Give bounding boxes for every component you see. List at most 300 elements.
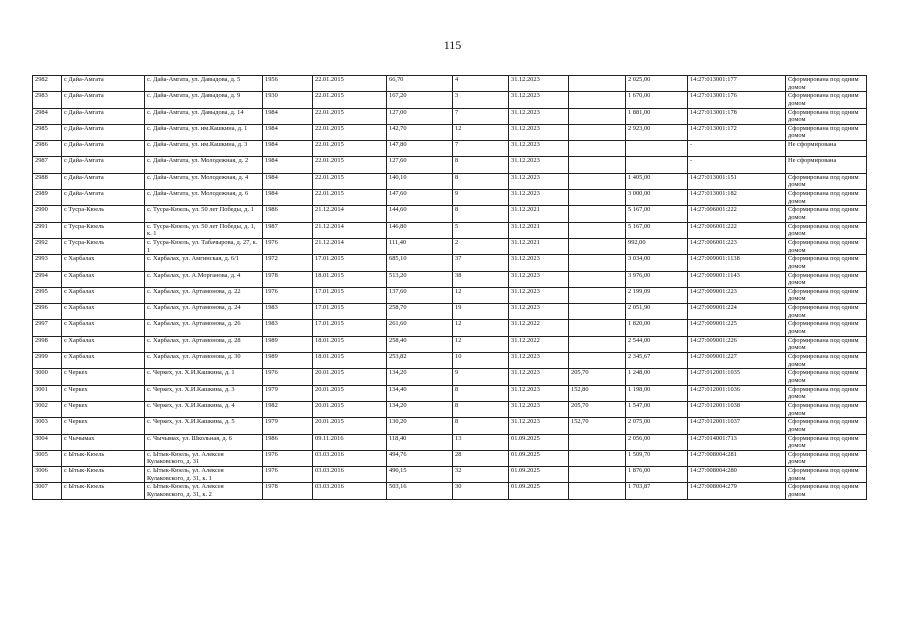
row-number-cell: 2990 (33, 206, 62, 222)
area-cell: 134,20 (387, 369, 453, 385)
row-number-cell: 2987 (33, 157, 62, 173)
row-number-cell: 2986 (33, 141, 62, 157)
land-area-cell: 1 670,00 (626, 92, 688, 108)
address-cell: с. Чычымах, ул. Школьная, д. 6 (145, 434, 263, 450)
cadastral-number-cell: 14:27:009001:1143 (688, 271, 786, 287)
residents-cell: 3 (453, 92, 509, 108)
area-cell: 66,70 (387, 76, 453, 92)
table-row (33, 206, 867, 222)
row-number-cell: 2988 (33, 173, 62, 189)
deadline-cell: 31.12.2023 (509, 385, 569, 401)
land-area-cell: 1 509,70 (626, 450, 688, 466)
area-cell: 147,60 (387, 190, 453, 206)
residents-cell: 9 (453, 190, 509, 206)
settlement-cell: с Дайа-Амгата (62, 173, 145, 189)
land-status-cell: Сформирована под одним домом (786, 222, 867, 238)
inclusion-date-cell: 17.01.2015 (313, 320, 387, 336)
year-built-cell: 1986 (263, 434, 313, 450)
land-area-cell: 2 075,00 (626, 418, 688, 434)
land-status-cell: Сформирована под одним домом (786, 418, 867, 434)
row-number-cell: 2983 (33, 92, 62, 108)
area-extra-cell (569, 141, 626, 157)
land-status-cell: Сформирована под одним домом (786, 271, 867, 287)
area-cell: 127,60 (387, 157, 453, 173)
residents-cell: 37 (453, 255, 509, 271)
deadline-cell: 31.12.2023 (509, 76, 569, 92)
area-cell: 142,70 (387, 124, 453, 140)
land-status-cell: Сформирована под одним домом (786, 173, 867, 189)
cadastral-number-cell: 14:27:006001:223 (688, 238, 786, 254)
land-area-cell: 1 881,00 (626, 108, 688, 124)
deadline-cell: 31.12.2023 (509, 401, 569, 417)
inclusion-date-cell: 03.03.2016 (313, 450, 387, 466)
land-status-cell: Не сформирована (786, 141, 867, 157)
cadastral-number-cell: 14:27:008004:279 (688, 483, 786, 499)
area-cell: 494,76 (387, 450, 453, 466)
cadastral-number-cell: 14:27:013001:176 (688, 92, 786, 108)
inclusion-date-cell: 20.01.2015 (313, 385, 387, 401)
settlement-cell: с Харбалах (62, 304, 145, 320)
inclusion-date-cell: 20.01.2015 (313, 369, 387, 385)
deadline-cell: 31.12.2021 (509, 206, 569, 222)
address-cell: с. Харбалах, ул. Артамонова, д. 22 (145, 287, 263, 303)
land-status-cell: Сформирована под одним домом (786, 255, 867, 271)
land-area-cell: 1 876,00 (626, 467, 688, 483)
land-status-cell: Сформирована под одним домом (786, 401, 867, 417)
residents-cell: 28 (453, 450, 509, 466)
row-number-cell: 3003 (33, 418, 62, 434)
area-extra-cell (569, 320, 626, 336)
settlement-cell: с Дайа-Амгата (62, 124, 145, 140)
area-extra-cell: 152,80 (569, 385, 626, 401)
settlement-cell: с Ытык-Кюель (62, 450, 145, 466)
address-cell: с. Черкех, ул. Х.И.Кашкина, д. 3 (145, 385, 263, 401)
address-cell: с. Дайа-Амгата, ул. Давыдова, д. 9 (145, 92, 263, 108)
settlement-cell: с Дайа-Амгата (62, 190, 145, 206)
cadastral-number-cell: 14:27:012001:1038 (688, 401, 786, 417)
land-area-cell (626, 157, 688, 173)
table-row (33, 238, 867, 254)
cadastral-number-cell: 14:27:009001:224 (688, 304, 786, 320)
deadline-cell: 31.12.2023 (509, 255, 569, 271)
deadline-cell: 01.09.2025 (509, 467, 569, 483)
year-built-cell: 1984 (263, 157, 313, 173)
land-area-cell: 2 345,67 (626, 353, 688, 369)
area-cell: 140,10 (387, 173, 453, 189)
housing-registry-table (32, 75, 867, 500)
deadline-cell: 31.12.2021 (509, 222, 569, 238)
address-cell: с. Харбалах, ул. Артамонова, д. 30 (145, 353, 263, 369)
residents-cell: 8 (453, 206, 509, 222)
year-built-cell: 1984 (263, 141, 313, 157)
land-area-cell: 992,00 (626, 238, 688, 254)
table-row (33, 483, 867, 499)
year-built-cell: 1972 (263, 255, 313, 271)
address-cell: с. Дайа-Амгата, ул. Давыдова, д. 5 (145, 76, 263, 92)
land-area-cell (626, 141, 688, 157)
row-number-cell: 2998 (33, 336, 62, 352)
area-extra-cell (569, 157, 626, 173)
year-built-cell: 1986 (263, 206, 313, 222)
land-status-cell: Сформирована под одним домом (786, 206, 867, 222)
table-row (33, 304, 867, 320)
land-area-cell: 1 198,00 (626, 385, 688, 401)
cadastral-number-cell: 14:27:012001:1037 (688, 418, 786, 434)
area-extra-cell (569, 336, 626, 352)
land-area-cell: 2 056,00 (626, 434, 688, 450)
row-number-cell: 2999 (33, 353, 62, 369)
land-area-cell: 2 544,00 (626, 336, 688, 352)
deadline-cell: 31.12.2023 (509, 287, 569, 303)
table-row (33, 271, 867, 287)
cadastral-number-cell: 14:27:009001:223 (688, 287, 786, 303)
cadastral-number-cell: 14:27:009001:1138 (688, 255, 786, 271)
residents-cell: 7 (453, 108, 509, 124)
inclusion-date-cell: 18.01.2015 (313, 353, 387, 369)
land-area-cell: 2 923,00 (626, 124, 688, 140)
page-number: 115 (443, 38, 462, 52)
area-extra-cell (569, 76, 626, 92)
year-built-cell: 1976 (263, 369, 313, 385)
inclusion-date-cell: 22.01.2015 (313, 173, 387, 189)
inclusion-date-cell: 21.12.2014 (313, 222, 387, 238)
row-number-cell: 3002 (33, 401, 62, 417)
land-status-cell: Сформирована под одним домом (786, 190, 867, 206)
area-cell: 111,40 (387, 238, 453, 254)
inclusion-date-cell: 03.03.2016 (313, 467, 387, 483)
inclusion-date-cell: 21.12.2014 (313, 238, 387, 254)
settlement-cell: с Харбалах (62, 320, 145, 336)
row-number-cell: 2991 (33, 222, 62, 238)
address-cell: с. Ытык-Кюель, ул. Алексея Кулаковского, д. 31 (145, 450, 263, 466)
year-built-cell: 1976 (263, 287, 313, 303)
deadline-cell: 31.12.2023 (509, 157, 569, 173)
inclusion-date-cell: 17.01.2015 (313, 287, 387, 303)
inclusion-date-cell: 21.12.2014 (313, 206, 387, 222)
cadastral-number-cell: 14:27:013001:178 (688, 108, 786, 124)
settlement-cell: с Черкех (62, 418, 145, 434)
residents-cell: 8 (453, 385, 509, 401)
year-built-cell: 1976 (263, 450, 313, 466)
table-row (33, 336, 867, 352)
year-built-cell: 1979 (263, 418, 313, 434)
settlement-cell: с Дайа-Амгата (62, 92, 145, 108)
area-extra-cell (569, 206, 626, 222)
area-extra-cell (569, 190, 626, 206)
settlement-cell: с Черкех (62, 385, 145, 401)
row-number-cell: 2982 (33, 76, 62, 92)
table-row (33, 467, 867, 483)
cadastral-number-cell: 14:27:009001:226 (688, 336, 786, 352)
table-row (33, 450, 867, 466)
land-status-cell: Сформирована под одним домом (786, 92, 867, 108)
year-built-cell: 1976 (263, 238, 313, 254)
deadline-cell: 31.12.2023 (509, 173, 569, 189)
area-cell: 147,80 (387, 141, 453, 157)
area-extra-cell: 205,70 (569, 369, 626, 385)
deadline-cell: 31.12.2023 (509, 353, 569, 369)
area-extra-cell (569, 467, 626, 483)
land-area-cell: 3 976,00 (626, 271, 688, 287)
area-extra-cell (569, 173, 626, 189)
address-cell: с. Черкех, ул. Х.И.Кашкина, д. 5 (145, 418, 263, 434)
row-number-cell: 2993 (33, 255, 62, 271)
settlement-cell: с Тусра-Кюель (62, 222, 145, 238)
land-status-cell: Сформирована под одним домом (786, 369, 867, 385)
residents-cell: 12 (453, 336, 509, 352)
table-row (33, 369, 867, 385)
land-status-cell: Сформирована под одним домом (786, 320, 867, 336)
address-cell: с. Тусра-Кюель, ул. Табачырова, д. 27, к. 1 (145, 238, 263, 254)
area-cell: 258,40 (387, 336, 453, 352)
land-area-cell: 3 034,00 (626, 255, 688, 271)
area-cell: 137,60 (387, 287, 453, 303)
year-built-cell: 1983 (263, 304, 313, 320)
address-cell: с. Тусра-Кюель, ул. 50 лет Победы, д. 1 (145, 206, 263, 222)
year-built-cell: 1978 (263, 271, 313, 287)
area-cell: 127,00 (387, 108, 453, 124)
residents-cell: 9 (453, 369, 509, 385)
land-status-cell: Сформирована под одним домом (786, 304, 867, 320)
area-extra-cell (569, 271, 626, 287)
residents-cell: 8 (453, 173, 509, 189)
deadline-cell: 31.12.2023 (509, 92, 569, 108)
residents-cell: 12 (453, 124, 509, 140)
row-number-cell: 2984 (33, 108, 62, 124)
inclusion-date-cell: 18.01.2015 (313, 336, 387, 352)
residents-cell: 4 (453, 76, 509, 92)
row-number-cell: 3006 (33, 467, 62, 483)
land-status-cell: Сформирована под одним домом (786, 483, 867, 499)
cadastral-number-cell: 14:27:012001:1036 (688, 385, 786, 401)
area-cell: 261,60 (387, 320, 453, 336)
year-built-cell: 1987 (263, 222, 313, 238)
year-built-cell: 1976 (263, 467, 313, 483)
land-status-cell: Сформирована под одним домом (786, 353, 867, 369)
inclusion-date-cell: 09.11.2016 (313, 434, 387, 450)
settlement-cell: с Дайа-Амгата (62, 108, 145, 124)
area-cell: 134,40 (387, 385, 453, 401)
land-status-cell: Не сформирована (786, 157, 867, 173)
land-status-cell: Сформирована под одним домом (786, 108, 867, 124)
cadastral-number-cell: 14:27:009001:225 (688, 320, 786, 336)
settlement-cell: с Черкех (62, 401, 145, 417)
table-row (33, 76, 867, 92)
deadline-cell: 31.12.2021 (509, 238, 569, 254)
area-cell: 503,16 (387, 483, 453, 499)
settlement-cell: с Харбалах (62, 271, 145, 287)
row-number-cell: 2994 (33, 271, 62, 287)
area-cell: 253,82 (387, 353, 453, 369)
area-cell: 130,20 (387, 418, 453, 434)
year-built-cell: 1930 (263, 92, 313, 108)
inclusion-date-cell: 22.01.2015 (313, 190, 387, 206)
area-extra-cell (569, 124, 626, 140)
inclusion-date-cell: 22.01.2015 (313, 76, 387, 92)
area-cell: 167,20 (387, 92, 453, 108)
residents-cell: 2 (453, 238, 509, 254)
land-area-cell: 3 000,00 (626, 190, 688, 206)
land-area-cell: 1 248,00 (626, 369, 688, 385)
area-extra-cell: 205,70 (569, 401, 626, 417)
year-built-cell: 1984 (263, 173, 313, 189)
settlement-cell: с Дайа-Амгата (62, 76, 145, 92)
row-number-cell: 2995 (33, 287, 62, 303)
land-area-cell: 2 051,90 (626, 304, 688, 320)
residents-cell: 12 (453, 320, 509, 336)
settlement-cell: с Ытык-Кюель (62, 467, 145, 483)
residents-cell: 8 (453, 418, 509, 434)
address-cell: с. Черкех, ул. Х.И.Кашкина, д. 1 (145, 369, 263, 385)
area-extra-cell (569, 222, 626, 238)
table-row (33, 385, 867, 401)
residents-cell: 8 (453, 157, 509, 173)
land-status-cell: Сформирована под одним домом (786, 124, 867, 140)
address-cell: с. Харбалах, ул. Артамонова, д. 24 (145, 304, 263, 320)
year-built-cell: 1984 (263, 108, 313, 124)
land-status-cell: Сформирована под одним домом (786, 238, 867, 254)
inclusion-date-cell: 18.01.2015 (313, 271, 387, 287)
cadastral-number-cell: 14:27:006001:222 (688, 206, 786, 222)
year-built-cell: 1983 (263, 320, 313, 336)
land-status-cell: Сформирована под одним домом (786, 336, 867, 352)
deadline-cell: 31.12.2022 (509, 320, 569, 336)
area-extra-cell (569, 304, 626, 320)
year-built-cell: 1989 (263, 353, 313, 369)
table-row (33, 222, 867, 238)
table-row (33, 157, 867, 173)
address-cell: с. Харбалах, ул. Амгинская, д. 6/1 (145, 255, 263, 271)
table-row (33, 418, 867, 434)
address-cell: с. Ытык-Кюель, ул. Алексея Кулаковского, д. 31, к. 1 (145, 467, 263, 483)
table-row (33, 173, 867, 189)
row-number-cell: 2989 (33, 190, 62, 206)
year-built-cell: 1982 (263, 401, 313, 417)
residents-cell: 8 (453, 401, 509, 417)
table-row (33, 287, 867, 303)
deadline-cell: 31.12.2023 (509, 124, 569, 140)
deadline-cell: 31.12.2023 (509, 418, 569, 434)
land-status-cell: Сформирована под одним домом (786, 76, 867, 92)
table-row (33, 141, 867, 157)
area-extra-cell (569, 450, 626, 466)
row-number-cell: 2997 (33, 320, 62, 336)
table-row (33, 190, 867, 206)
area-extra-cell (569, 353, 626, 369)
settlement-cell: с Харбалах (62, 336, 145, 352)
settlement-cell: с Дайа-Амгата (62, 157, 145, 173)
settlement-cell: с Тусра-Кюель (62, 206, 145, 222)
area-cell: 685,10 (387, 255, 453, 271)
address-cell: с. Харбалах, ул. Артамонова, д. 28 (145, 336, 263, 352)
residents-cell: 13 (453, 434, 509, 450)
area-extra-cell (569, 483, 626, 499)
year-built-cell: 1978 (263, 483, 313, 499)
table-row (33, 108, 867, 124)
deadline-cell: 31.12.2023 (509, 369, 569, 385)
row-number-cell: 2996 (33, 304, 62, 320)
settlement-cell: с Ытык-Кюель (62, 483, 145, 499)
registry-body (33, 76, 867, 500)
table-row (33, 320, 867, 336)
residents-cell: 19 (453, 304, 509, 320)
land-status-cell: Сформирована под одним домом (786, 385, 867, 401)
year-built-cell: 1984 (263, 190, 313, 206)
inclusion-date-cell: 03.03.2016 (313, 483, 387, 499)
land-area-cell: 5 167,00 (626, 222, 688, 238)
cadastral-number-cell: 14:27:008004:281 (688, 450, 786, 466)
inclusion-date-cell: 22.01.2015 (313, 108, 387, 124)
area-cell: 490,15 (387, 467, 453, 483)
cadastral-number-cell: - (688, 157, 786, 173)
year-built-cell: 1956 (263, 76, 313, 92)
land-area-cell: 1 703,87 (626, 483, 688, 499)
cadastral-number-cell: 14:27:008004:280 (688, 467, 786, 483)
land-area-cell: 1 405,00 (626, 173, 688, 189)
cadastral-number-cell: 14:27:013001:182 (688, 190, 786, 206)
row-number-cell: 3001 (33, 385, 62, 401)
inclusion-date-cell: 17.01.2015 (313, 304, 387, 320)
address-cell: с. Дайа-Амгата, ул. им.Кашкина, д. 3 (145, 141, 263, 157)
settlement-cell: с Харбалах (62, 353, 145, 369)
row-number-cell: 3005 (33, 450, 62, 466)
table-row (33, 255, 867, 271)
address-cell: с. Дайа-Амгата, ул. Давыдова, д. 14 (145, 108, 263, 124)
row-number-cell: 2985 (33, 124, 62, 140)
settlement-cell: с Харбалах (62, 287, 145, 303)
address-cell: с. Харбалах, ул. А.Морганова, д. 4 (145, 271, 263, 287)
deadline-cell: 31.12.2023 (509, 304, 569, 320)
residents-cell: 5 (453, 222, 509, 238)
settlement-cell: с Чычымах (62, 434, 145, 450)
area-extra-cell: 152,70 (569, 418, 626, 434)
land-area-cell: 1 820,00 (626, 320, 688, 336)
address-cell: с. Харбалах, ул. Артамонова, д. 26 (145, 320, 263, 336)
row-number-cell: 3007 (33, 483, 62, 499)
cadastral-number-cell: 14:27:014001:713 (688, 434, 786, 450)
table-row (33, 434, 867, 450)
inclusion-date-cell: 17.01.2015 (313, 255, 387, 271)
deadline-cell: 01.09.2025 (509, 434, 569, 450)
deadline-cell: 31.12.2023 (509, 271, 569, 287)
land-area-cell: 1 547,00 (626, 401, 688, 417)
residents-cell: 7 (453, 141, 509, 157)
residents-cell: 12 (453, 287, 509, 303)
deadline-cell: 01.09.2025 (509, 483, 569, 499)
row-number-cell: 3000 (33, 369, 62, 385)
residents-cell: 30 (453, 483, 509, 499)
address-cell: с. Черкех, ул. Х.И.Кашкина, д. 4 (145, 401, 263, 417)
inclusion-date-cell: 20.01.2015 (313, 418, 387, 434)
land-area-cell: 5 167,00 (626, 206, 688, 222)
cadastral-number-cell: 14:27:013001:151 (688, 173, 786, 189)
deadline-cell: 31.12.2023 (509, 141, 569, 157)
land-area-cell: 2 199,09 (626, 287, 688, 303)
address-cell: с. Дайа-Амгата, ул. Молодежная, д. 6 (145, 190, 263, 206)
row-number-cell: 2992 (33, 238, 62, 254)
address-cell: с. Тусра-Кюель, ул. 50 лет Победы, д. 1, к. 1 (145, 222, 263, 238)
area-cell: 118,40 (387, 434, 453, 450)
cadastral-number-cell: 14:27:012001:1035 (688, 369, 786, 385)
residents-cell: 10 (453, 353, 509, 369)
inclusion-date-cell: 22.01.2015 (313, 157, 387, 173)
area-extra-cell (569, 255, 626, 271)
residents-cell: 38 (453, 271, 509, 287)
row-number-cell: 3004 (33, 434, 62, 450)
land-status-cell: Сформирована под одним домом (786, 287, 867, 303)
year-built-cell: 1984 (263, 124, 313, 140)
area-cell: 134,20 (387, 401, 453, 417)
